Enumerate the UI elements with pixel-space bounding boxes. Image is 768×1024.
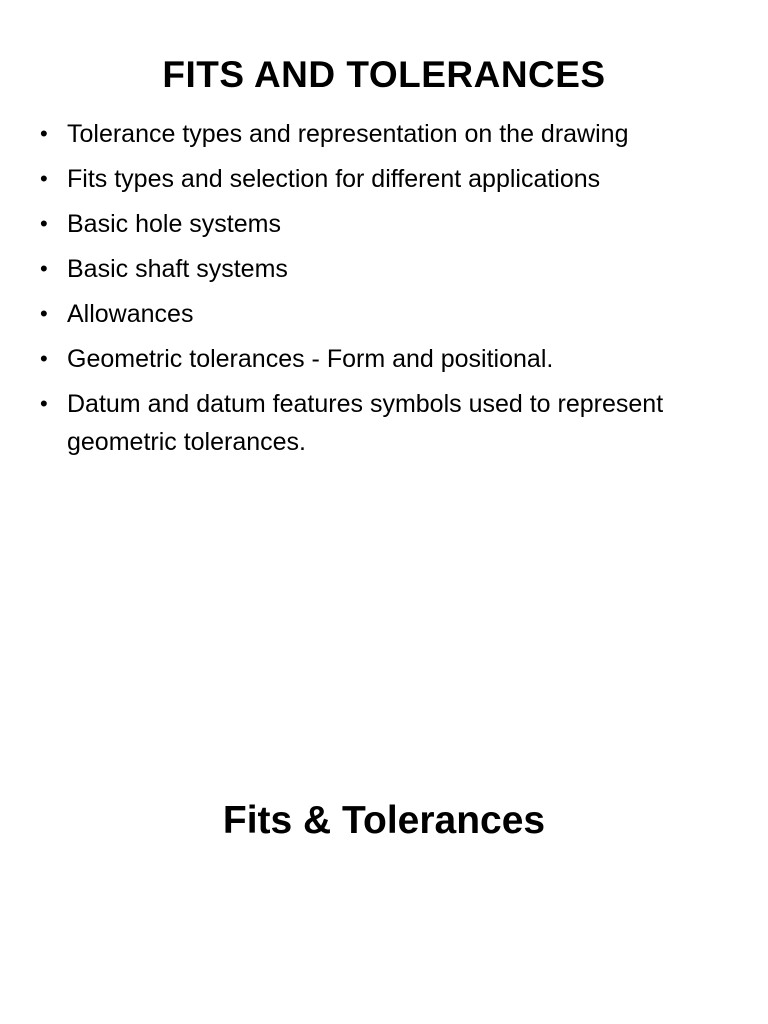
list-item <box>40 205 740 243</box>
list-item-text: Geometric tolerances - Form and positional. <box>67 345 554 373</box>
list-item <box>40 340 740 378</box>
list-item-text: Datum and datum features symbols used to represent geometric tolerances. <box>67 390 664 456</box>
bullet-list <box>40 115 740 468</box>
bullet-icon: • <box>40 121 48 146</box>
bullet-icon: • <box>40 301 48 326</box>
slide-title: FITS AND TOLERANCES <box>162 54 606 95</box>
list-item-text: Basic shaft systems <box>67 255 288 283</box>
list-item <box>40 385 740 461</box>
list-item <box>40 250 740 288</box>
next-slide-title: Fits & Tolerances <box>222 799 546 842</box>
bullet-icon: • <box>40 346 48 371</box>
list-item-text: Basic hole systems <box>67 210 281 238</box>
bullet-icon: • <box>40 256 48 281</box>
bullet-icon: • <box>40 391 48 416</box>
list-item-text: Allowances <box>67 300 194 328</box>
list-item <box>40 115 740 153</box>
list-item <box>40 160 740 198</box>
bullet-icon: • <box>40 166 48 191</box>
list-item-text: Tolerance types and representation on the drawing <box>67 120 629 148</box>
list-item-text: Fits types and selection for different applications <box>67 165 601 193</box>
bullet-icon: • <box>40 211 48 236</box>
list-item <box>40 295 740 333</box>
